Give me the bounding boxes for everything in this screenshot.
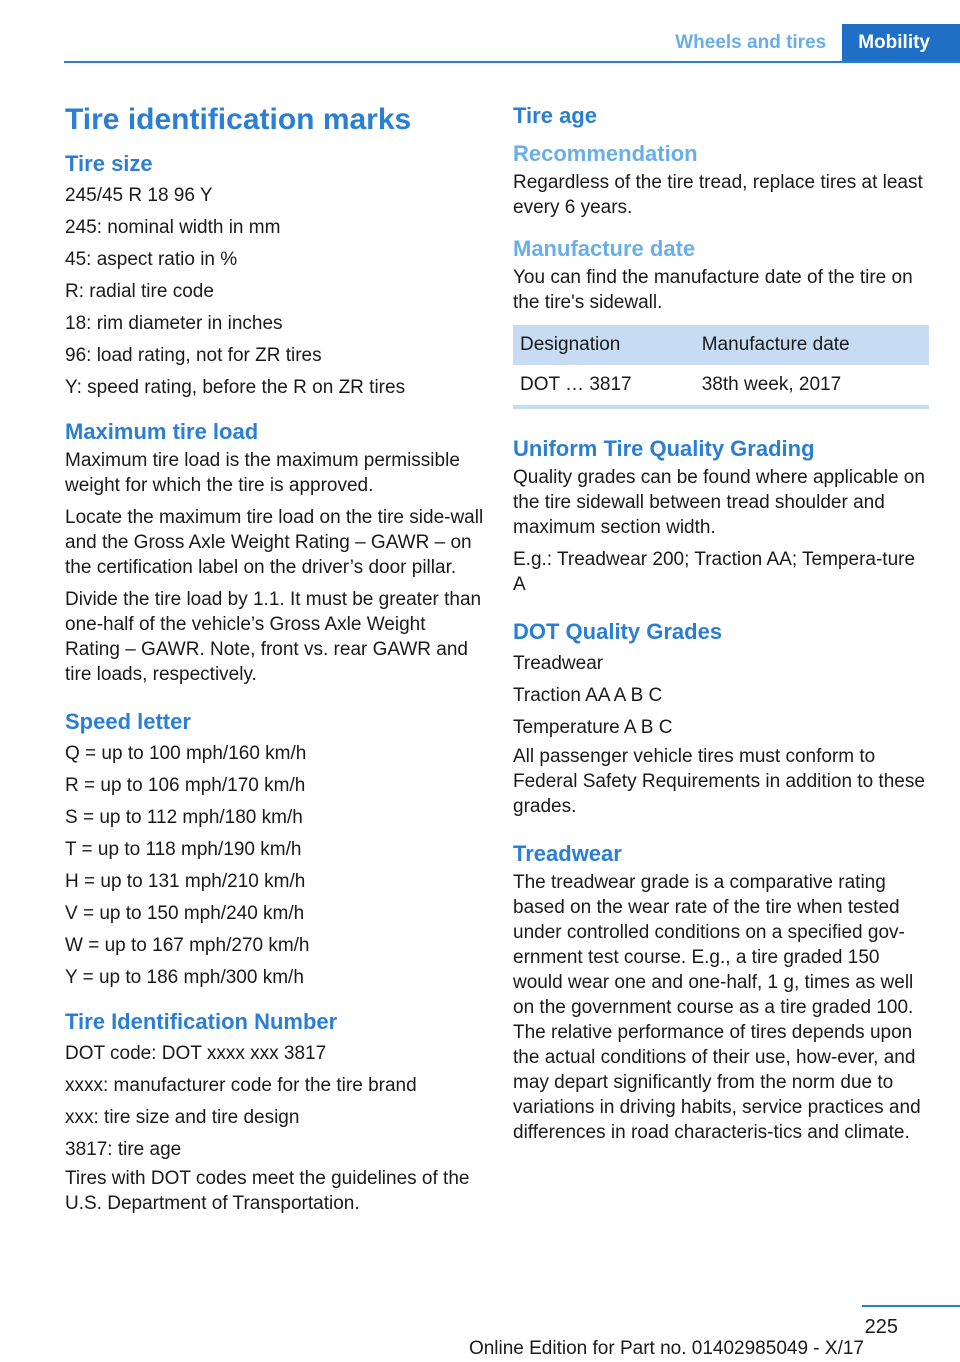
footer-rule <box>862 1305 960 1307</box>
page-number: 225 <box>864 1316 898 1338</box>
tire-size-heading: Tire size <box>65 151 153 176</box>
dot-grades-heading: DOT Quality Grades <box>513 619 723 644</box>
list-item: Q = up to 100 mph/160 km/h <box>65 743 307 764</box>
list-item: H = up to 131 mph/210 km/h <box>65 871 306 892</box>
list-item: W = up to 167 mph/270 km/h <box>65 935 310 956</box>
paragraph: Regardless of the tire tread, replace tires at least every 6 years. <box>513 172 923 218</box>
list-item: Traction AA A B C <box>513 685 663 706</box>
paragraph: Tires with DOT codes meet the guidelines of the U.S. Department of Transportation. <box>65 1168 470 1214</box>
table-cell: 38th week, 2017 <box>701 374 842 395</box>
tin-list <box>65 1038 485 1166</box>
max-load-heading: Maximum tire load <box>65 419 259 444</box>
tire-age-heading: Tire age <box>513 103 597 128</box>
chapter-tab-mobility: Mobility <box>842 24 960 62</box>
page-title: Tire identification marks <box>65 103 412 136</box>
recommendation-heading: Recommendation <box>513 141 698 166</box>
list-item: xxx: tire size and tire design <box>65 1107 300 1128</box>
list-item: 18: rim diameter in inches <box>65 313 283 334</box>
paragraph: You can find the manufacture date of the tire on the tire's sidewall. <box>513 267 913 313</box>
list-item: S = up to 112 mph/180 km/h <box>65 807 303 828</box>
list-item: 96: load rating, not for ZR tires <box>65 345 322 366</box>
treadwear-heading: Treadwear <box>513 841 622 866</box>
speed-letter-heading: Speed letter <box>65 709 191 734</box>
paragraph: Divide the tire load by 1.1. It must be greater than one-half of the vehicle’s Gross Axle Weight Rating – GAWR. Note, front vs. rear GAWR and tire loads, respectively. <box>65 589 482 685</box>
table-row <box>513 365 929 405</box>
column-header-designation: Designation <box>513 325 695 365</box>
list-item: Temperature A B C <box>513 717 673 738</box>
left-column <box>65 96 485 1223</box>
header-tabs <box>659 24 960 62</box>
list-item: 3817: tire age <box>65 1139 182 1160</box>
dot-grades-list <box>513 648 931 744</box>
list-item: Y: speed rating, before the R on ZR tires <box>65 377 406 398</box>
paragraph: Locate the maximum tire load on the tire side-wall and the Gross Axle Weight Rating – GAWR – on the certification label on the driver’s door pillar. <box>65 507 484 578</box>
list-item: xxxx: manufacturer code for the tire brand <box>65 1075 417 1096</box>
table-cell: DOT … 3817 <box>520 374 632 395</box>
paragraph: E.g.: Treadwear 200; Traction AA; Tempera-ture A <box>513 549 916 595</box>
list-item: Treadwear <box>513 653 604 674</box>
column-header-manufacture-date: Manufacture date <box>695 325 929 365</box>
list-item: V = up to 150 mph/240 km/h <box>65 903 305 924</box>
table-header-row <box>513 325 929 365</box>
manufacture-date-table <box>513 325 929 405</box>
list-item: 245/45 R 18 96 Y <box>65 185 213 206</box>
list-item: R = up to 106 mph/170 km/h <box>65 775 306 796</box>
list-item: 45: aspect ratio in % <box>65 249 238 270</box>
list-item: Y = up to 186 mph/300 km/h <box>65 967 304 988</box>
paragraph: Maximum tire load is the maximum permissible weight for which the tire is approved. <box>65 450 460 496</box>
manufacture-date-heading: Manufacture date <box>513 236 696 261</box>
paragraph: Quality grades can be found where applicable on the tire sidewall between tread shoulder and maximum section width. <box>513 467 925 538</box>
list-item: T = up to 118 mph/190 km/h <box>65 839 302 860</box>
speed-letter-list <box>65 738 485 994</box>
paragraph: All passenger vehicle tires must conform to Federal Safety Requirements in addition to these grades. <box>513 746 925 817</box>
list-item: R: radial tire code <box>65 281 214 302</box>
list-item: 245: nominal width in mm <box>65 217 281 238</box>
utqg-heading: Uniform Tire Quality Grading <box>513 436 815 461</box>
header-rule <box>64 61 960 63</box>
tin-heading: Tire Identification Number <box>65 1009 338 1034</box>
paragraph: The treadwear grade is a comparative rating based on the wear rate of the tire when tested under controlled conditions on a specified gov-ernment test course. E.g., a tire graded 150 would wear one and one-half, 1 g, times as well on the government course as a tire graded 100. The relative performance of tires depends upon the actual conditions of their use, how-ever, and may depart significantly from the norm due to variations in driving habits, service practices and differences in road characteris-tics and climate. <box>513 872 921 1143</box>
list-item: DOT code: DOT xxxx xxx 3817 <box>65 1043 327 1064</box>
tire-size-list <box>65 180 485 404</box>
section-label: Wheels and tires <box>675 32 827 53</box>
right-column <box>513 96 931 1152</box>
edition-footer: Online Edition for Part no. 01402985049 - X/17 <box>468 1338 864 1359</box>
